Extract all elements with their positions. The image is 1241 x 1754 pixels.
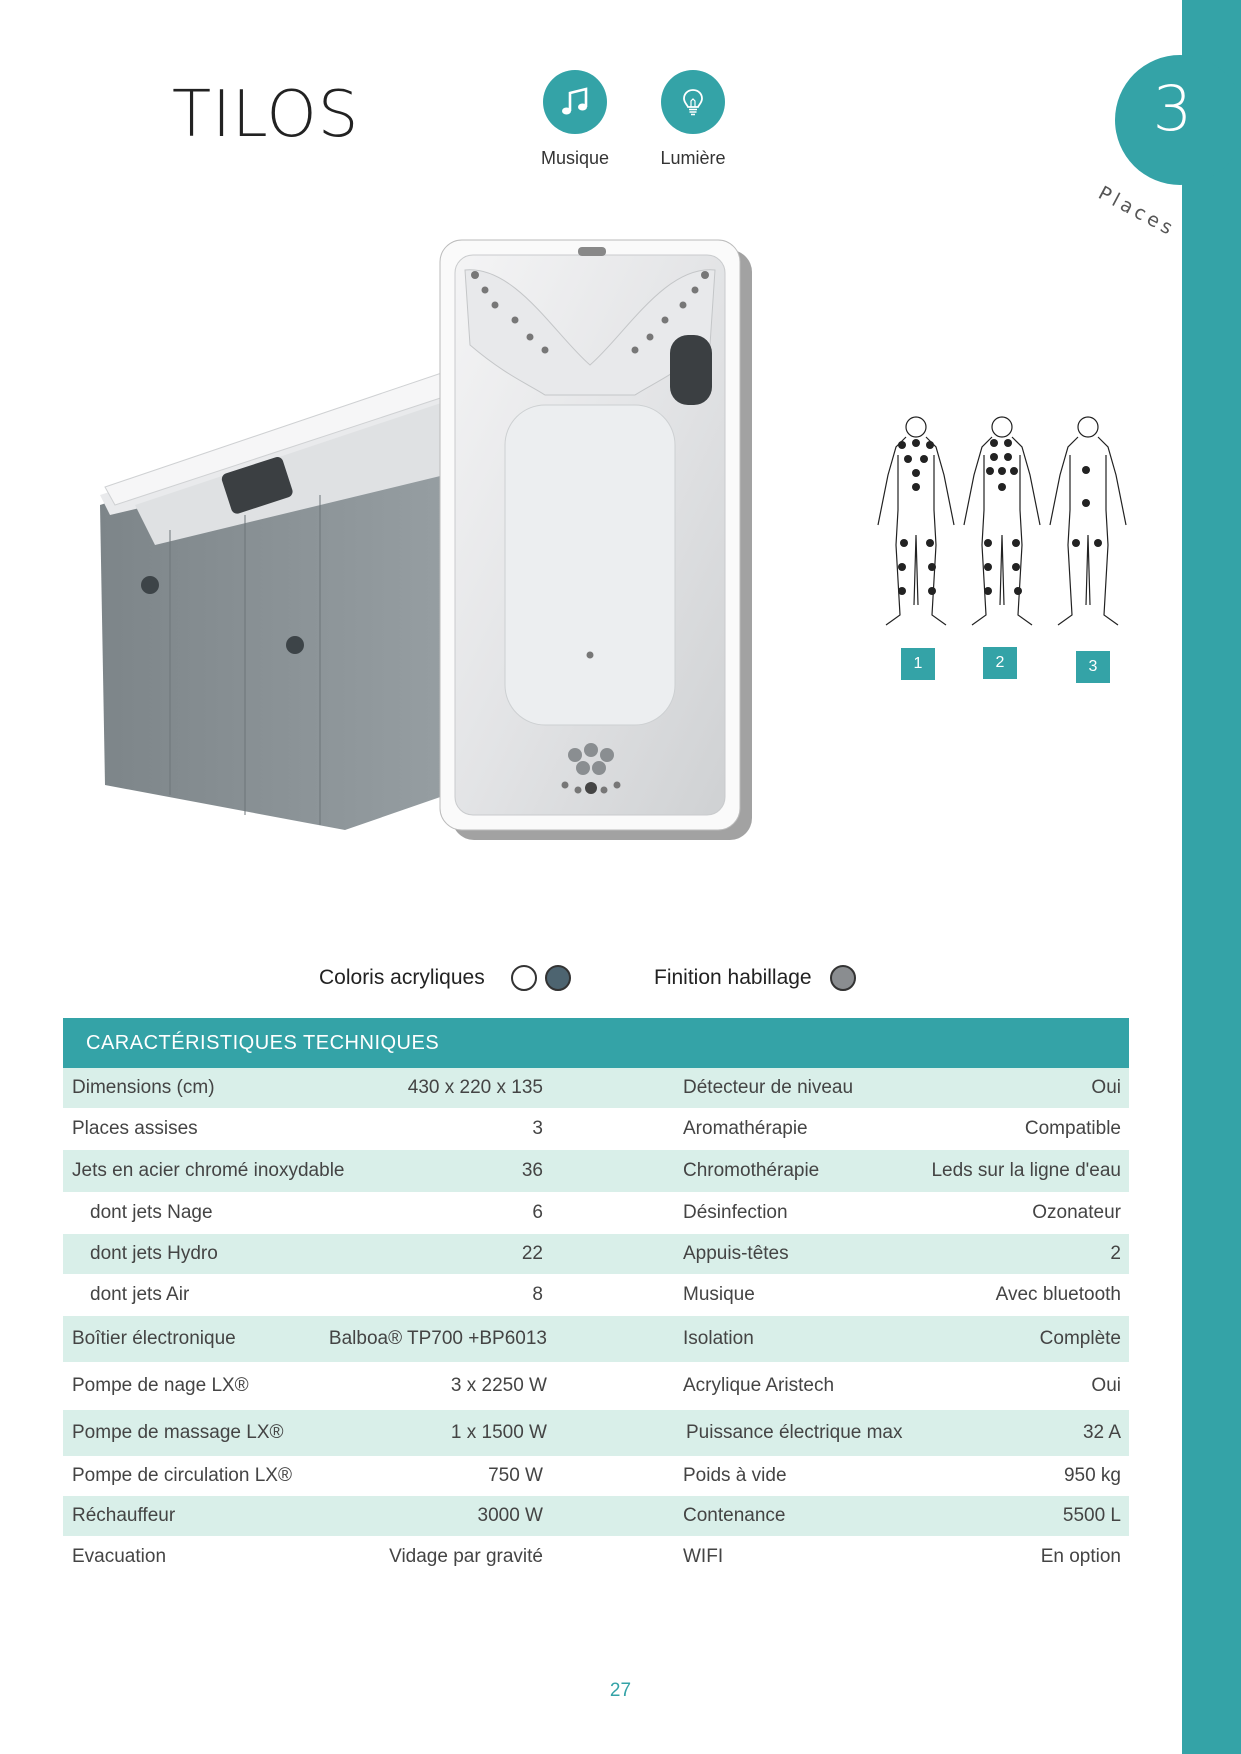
side-color-band: [1182, 0, 1241, 1754]
table-row: [63, 1150, 1129, 1192]
spec-label: Chromothérapie: [683, 1160, 820, 1181]
spec-value: 5500 L: [1062, 1505, 1121, 1526]
spec-value: 1 x 1500 W: [450, 1422, 547, 1443]
spec-label: Pompe de circulation LX®: [72, 1465, 292, 1486]
spec-value: 36: [521, 1160, 543, 1181]
spec-value: 6: [532, 1202, 543, 1223]
table-row: [63, 1536, 1129, 1578]
spec-label: dont jets Nage: [90, 1202, 213, 1223]
spec-value: 32 A: [1082, 1422, 1121, 1443]
feature-label: Lumière: [660, 148, 726, 168]
massage-position-badge: 2: [983, 647, 1017, 679]
spec-label: Jets en acier chromé inoxydable: [72, 1160, 345, 1181]
spec-label: Détecteur de niveau: [683, 1077, 854, 1098]
spec-label: Pompe de nage LX®: [72, 1375, 249, 1396]
spec-value: Leds sur la ligne d'eau: [931, 1160, 1121, 1181]
spec-value: Oui: [1091, 1077, 1121, 1098]
spec-label: Poids à vide: [683, 1465, 787, 1486]
spec-value: Ozonateur: [1032, 1202, 1121, 1223]
spec-label: Places assises: [72, 1118, 198, 1139]
spec-value: Vidage par gravité: [389, 1546, 543, 1567]
table-row: [63, 1410, 1129, 1456]
massage-position-badge: 3: [1076, 651, 1110, 683]
page-number: 27: [609, 1680, 632, 1701]
acrylic-swatch-white: [511, 965, 537, 991]
light-bulb-icon: [661, 70, 725, 134]
table-row: [63, 1234, 1129, 1274]
spec-label: WIFI: [683, 1546, 724, 1567]
table-row: [63, 1456, 1129, 1496]
acrylic-colors-label: Coloris acryliques: [319, 966, 485, 989]
spec-value: 950 kg: [1063, 1465, 1121, 1486]
spec-label: Appuis-têtes: [683, 1243, 789, 1264]
specs-header: CARACTÉRISTIQUES TECHNIQUES: [63, 1018, 1129, 1068]
spec-label: Isolation: [683, 1328, 754, 1349]
spec-label: Boîtier électronique: [72, 1328, 236, 1349]
spec-value: 750 W: [488, 1465, 543, 1486]
spec-label: dont jets Air: [90, 1284, 190, 1305]
spec-value: 3000 W: [477, 1505, 543, 1526]
product-title: TILOS: [172, 78, 360, 152]
table-row: [63, 1108, 1129, 1150]
spec-value: 3 x 2250 W: [450, 1375, 547, 1396]
places-count: 3: [1152, 72, 1193, 145]
spec-value: Balboa® TP700 +BP6013: [328, 1328, 547, 1349]
spec-label: Dimensions (cm): [72, 1077, 215, 1098]
table-row: [63, 1068, 1129, 1108]
spec-value: 430 x 220 x 135: [407, 1077, 543, 1098]
spec-value: Complète: [1039, 1328, 1121, 1349]
table-row: [63, 1192, 1129, 1234]
acrylic-colors: [319, 960, 571, 996]
finish-colors-label: Finition habillage: [654, 966, 812, 989]
spec-value: Compatible: [1024, 1118, 1121, 1139]
music-note-icon: [543, 70, 607, 134]
spec-value: 22: [521, 1243, 543, 1264]
spec-value: 8: [532, 1284, 543, 1305]
spec-label: Evacuation: [72, 1546, 167, 1567]
feature-label: Musique: [540, 148, 610, 168]
spec-label: Acrylique Aristech: [683, 1375, 835, 1396]
spec-label: Désinfection: [683, 1202, 788, 1223]
spec-label: Pompe de massage LX®: [72, 1422, 284, 1443]
spec-value: 3: [532, 1118, 543, 1139]
places-label: Places: [1094, 182, 1180, 242]
spec-value: Oui: [1091, 1375, 1121, 1396]
spec-label: dont jets Hydro: [90, 1243, 218, 1264]
specs-table: [63, 1068, 1129, 1578]
table-row: [63, 1362, 1129, 1410]
massage-position-badge: 1: [901, 648, 935, 680]
spec-label: Contenance: [683, 1505, 786, 1526]
spec-label: Aromathérapie: [683, 1118, 808, 1139]
table-row: [63, 1274, 1129, 1316]
acrylic-swatch-grey: [545, 965, 571, 991]
swim-spa-image: [95, 225, 805, 865]
spec-label: Musique: [683, 1284, 755, 1305]
spec-value: En option: [1040, 1546, 1121, 1567]
table-row: [63, 1496, 1129, 1536]
finish-colors: [654, 960, 856, 996]
spec-value: Avec bluetooth: [995, 1284, 1121, 1305]
spec-value: 2: [1110, 1243, 1121, 1264]
spec-label: Puissance électrique max: [686, 1422, 903, 1443]
feature-music: [520, 70, 630, 169]
table-row: [63, 1316, 1129, 1362]
massage-zones-diagram: [868, 415, 1138, 630]
feature-light: [638, 70, 748, 169]
spec-label: Réchauffeur: [72, 1505, 176, 1526]
finish-swatch-grey: [830, 965, 856, 991]
